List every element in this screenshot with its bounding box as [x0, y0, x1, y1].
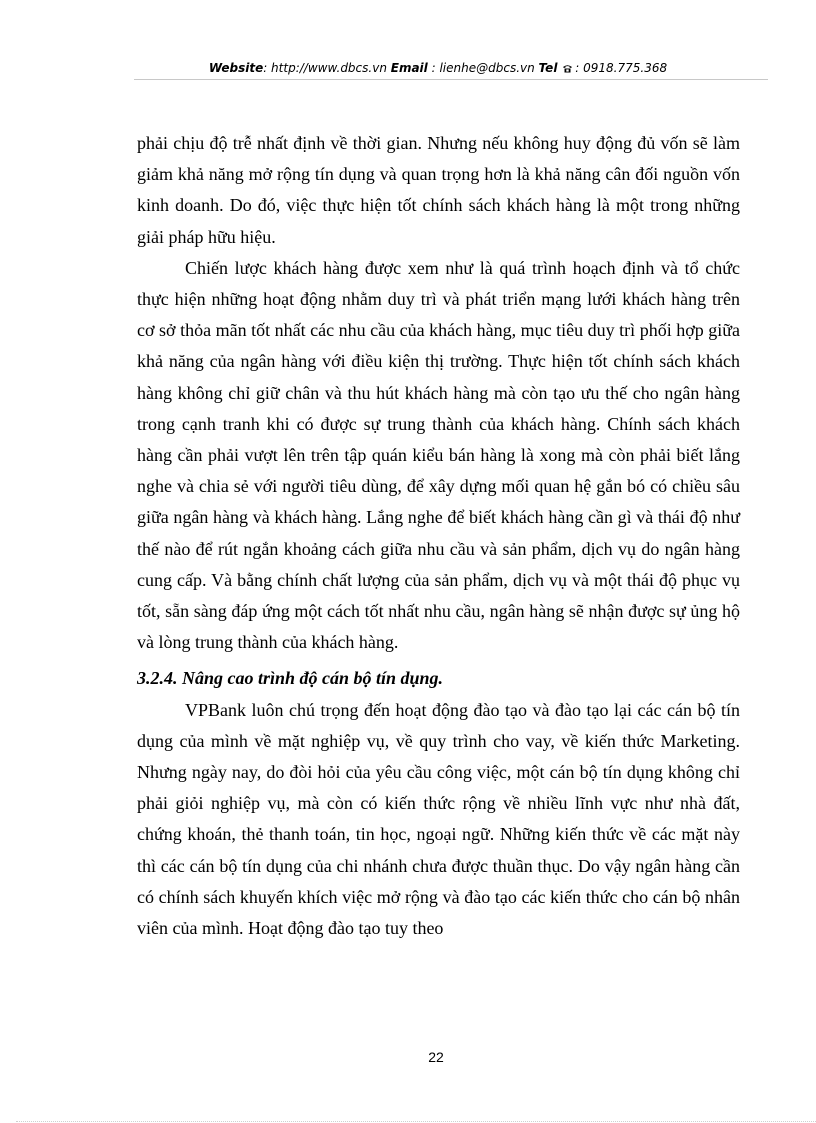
section-heading: 3.2.4. Nâng cao trình độ cán bộ tín dụng. — [137, 668, 444, 689]
header-divider — [134, 79, 768, 80]
email-value: : lienhe@dbcs.vn — [431, 61, 535, 75]
paragraph-1: phải chịu độ trễ nhất định về thời gian. Nhưng nếu không huy động đủ vốn sẽ làm giảm khả năng mở rộng tín dụng và quan trọng hơn là khả năng cân đối nguồn vốn kinh doanh. Do đó, việc thực hiện tốt chính sách khách hàng là một trong những giải pháp hữu hiệu. — [137, 133, 740, 247]
tel-value: : 0918.775.368 — [575, 61, 668, 75]
paragraph-3: VPBank luôn chú trọng đến hoạt động đào tạo và đào tạo lại các cán bộ tín dụng của mình về mặt nghiệp vụ, về quy trình cho vay, về kiến thức Marketing. Nhưng ngày nay, do đòi hỏi của yêu cầu công việc, một cán bộ tín dụng không chỉ phải giỏi nghiệp vụ, mà còn có kiến thức rộng về nhiều lĩnh vực như nhà đất, chứng khoán, thẻ thanh toán, tin học, ngoại ngữ. Những kiến thức về các mặt này thì các cán bộ tín dụng của chi nhánh chưa được thuần thục. Do vậy ngân hàng cần có chính sách khuyến khích việc mở rộng và đào tạo các kiến thức cho cán bộ nhân viên của mình. Hoạt động đào tạo tuy theo — [137, 699, 740, 939]
paragraph-2: Chiến lược khách hàng được xem như là quá trình hoạch định và tổ chức thực hiện những hoạt động nhằm duy trì và phát triển mạng lưới khách hàng trên cơ sở thỏa mãn tốt nhất các nhu cầu của khách hàng, mục tiêu duy trì phối hợp giữa khả năng của ngân hàng với điều kiện thị trường. Thực hiện tốt chính sách khách hàng không chỉ giữ chân và thu hút khách hàng mà còn tạo ưu thế cho ngân hàng trong cạnh tranh khi có được sự trung thành của khách hàng. Chính sách khách hàng cần phải vượt lên trên tập quán kiểu bán hàng là xong mà còn phải biết lắng nghe và chia sẻ với người tiêu dùng, để xây dựng mối quan hệ gắn bó có chiều sâu giữa ngân hàng và khách hàng. Lắng nghe để biết khách hàng cần gì và thái độ như thế nào để rút ngắn khoảng cách giữa nhu cầu và sản phẩm, dịch vụ do ngân hàng cung cấp. Và bằng chính chất lượng của sản phẩm, dịch vụ và một thái độ phục vụ tốt, sẵn sàng đáp ứng một cách tốt nhất nhu cầu, ngân hàng sẽ nhận được sự ủng hộ và lòng trung thành của khách hàng. — [137, 257, 740, 653]
tel-label: Tel — [538, 61, 558, 75]
telephone-icon — [562, 64, 573, 73]
website-label: Website — [208, 61, 264, 75]
page-header — [136, 58, 740, 78]
page-number: 22 — [428, 1049, 444, 1065]
email-label: Email — [390, 61, 428, 75]
document-body — [137, 128, 740, 944]
page-bottom-divider — [16, 1121, 816, 1122]
website-value: : http://www.dbcs.vn — [263, 61, 387, 75]
